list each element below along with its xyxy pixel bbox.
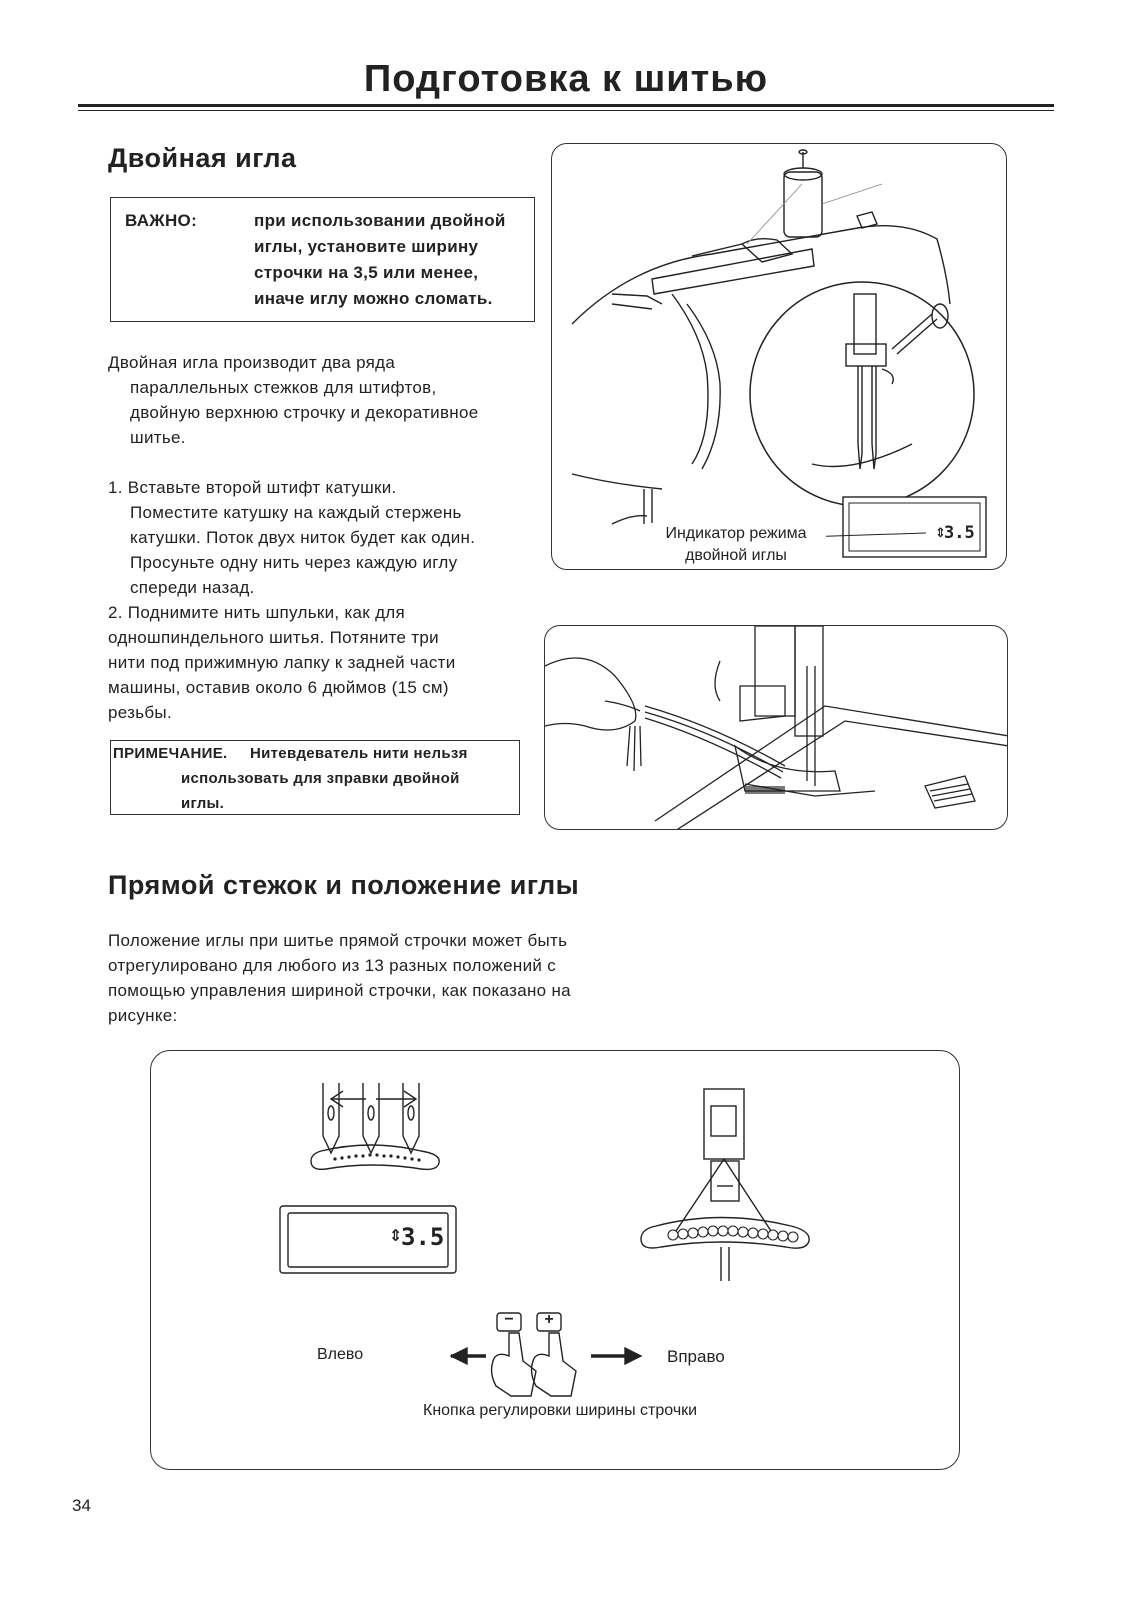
step-2-line: машины, оставив около 6 дюймов (15 см) bbox=[108, 678, 449, 697]
step-2-line: одношпиндельного шитья. Потяните три bbox=[108, 628, 439, 647]
button-caption: Кнопка регулировки ширины строчки bbox=[423, 1402, 698, 1419]
twin-needle-heading: Двойная игла bbox=[108, 143, 297, 173]
important-line-3: строчки на 3,5 или менее, bbox=[254, 263, 479, 282]
straight-stitch-line: рисунке: bbox=[108, 1006, 178, 1025]
step-1-line: Просуньте одну нить через каждую иглу bbox=[130, 553, 458, 572]
display-value: 3.5 bbox=[401, 1223, 445, 1251]
note-line-2: использовать для зправки двойной bbox=[181, 770, 460, 787]
title-rule-thick bbox=[78, 104, 1054, 107]
machine-illustration bbox=[552, 144, 1007, 570]
title-rule-thin bbox=[78, 110, 1054, 111]
page-number: 34 bbox=[72, 1496, 91, 1515]
intro-line: двойную верхнюю строчку и декоративное bbox=[130, 403, 479, 422]
step-2-line: 2. Поднимите нить шпульки, как для bbox=[108, 603, 406, 622]
right-label: Вправо bbox=[667, 1347, 725, 1366]
important-box bbox=[110, 197, 535, 322]
twin-needle-indicator-caption bbox=[646, 523, 826, 567]
needle-position-figure bbox=[150, 1050, 960, 1470]
note-line-3: иглы. bbox=[181, 795, 225, 812]
display-value: 3.5 bbox=[944, 523, 975, 543]
important-label: ВАЖНО: bbox=[125, 211, 198, 230]
step-1-line: 1. Вставьте второй штифт катушки. bbox=[108, 478, 397, 497]
step-2 bbox=[108, 600, 456, 725]
page-title: Подготовка к шитью bbox=[363, 58, 769, 100]
minus-button[interactable]: − bbox=[504, 1311, 514, 1328]
plus-button[interactable]: + bbox=[544, 1311, 554, 1328]
twin-needle-machine-figure bbox=[551, 143, 1007, 570]
threads-under-foot-figure bbox=[544, 625, 1008, 830]
intro-line: Двойная игла производит два ряда bbox=[108, 353, 396, 372]
straight-stitch-heading: Прямой стежок и положение иглы bbox=[108, 870, 580, 900]
important-line-1: при использовании двойной bbox=[254, 211, 506, 230]
straight-stitch-line: Положение иглы при шитье прямой строчки может быть bbox=[108, 931, 568, 950]
left-label: Влево bbox=[317, 1346, 364, 1363]
caption-line: Индикатор режима bbox=[646, 523, 826, 545]
note-line-1: Нитевдеватель нити нельзя bbox=[250, 745, 468, 762]
note-label: ПРИМЕЧАНИЕ. bbox=[113, 745, 228, 762]
step-1-line: спереди назад. bbox=[130, 578, 255, 597]
intro-line: параллельных стежков для штифтов, bbox=[130, 378, 437, 397]
display-needle-icon: ⇕ bbox=[389, 1228, 403, 1245]
intro-line: шитье. bbox=[130, 428, 186, 447]
straight-stitch-line: помощью управления шириной строчки, как показано на bbox=[108, 981, 571, 1000]
important-line-4: иначе иглу можно сломать. bbox=[254, 289, 493, 308]
caption-line: двойной иглы bbox=[685, 547, 787, 564]
presser-foot-illustration bbox=[545, 626, 1008, 830]
step-1 bbox=[108, 475, 475, 600]
important-line-2: иглы, установите ширину bbox=[254, 237, 479, 256]
straight-stitch-line: отрегулировано для любого из 13 разных положений с bbox=[108, 956, 557, 975]
step-2-line: нити под прижимную лапку к задней части bbox=[108, 653, 456, 672]
step-1-line: Поместите катушку на каждый стержень bbox=[130, 503, 462, 522]
step-1-line: катушки. Поток двух ниток будет как один. bbox=[130, 528, 476, 547]
twin-needle-intro bbox=[108, 350, 479, 450]
note-box bbox=[110, 740, 520, 815]
display-needle-icon: ⇕ bbox=[935, 525, 946, 540]
step-2-line: резьбы. bbox=[108, 703, 172, 722]
straight-stitch-text bbox=[108, 928, 571, 1028]
